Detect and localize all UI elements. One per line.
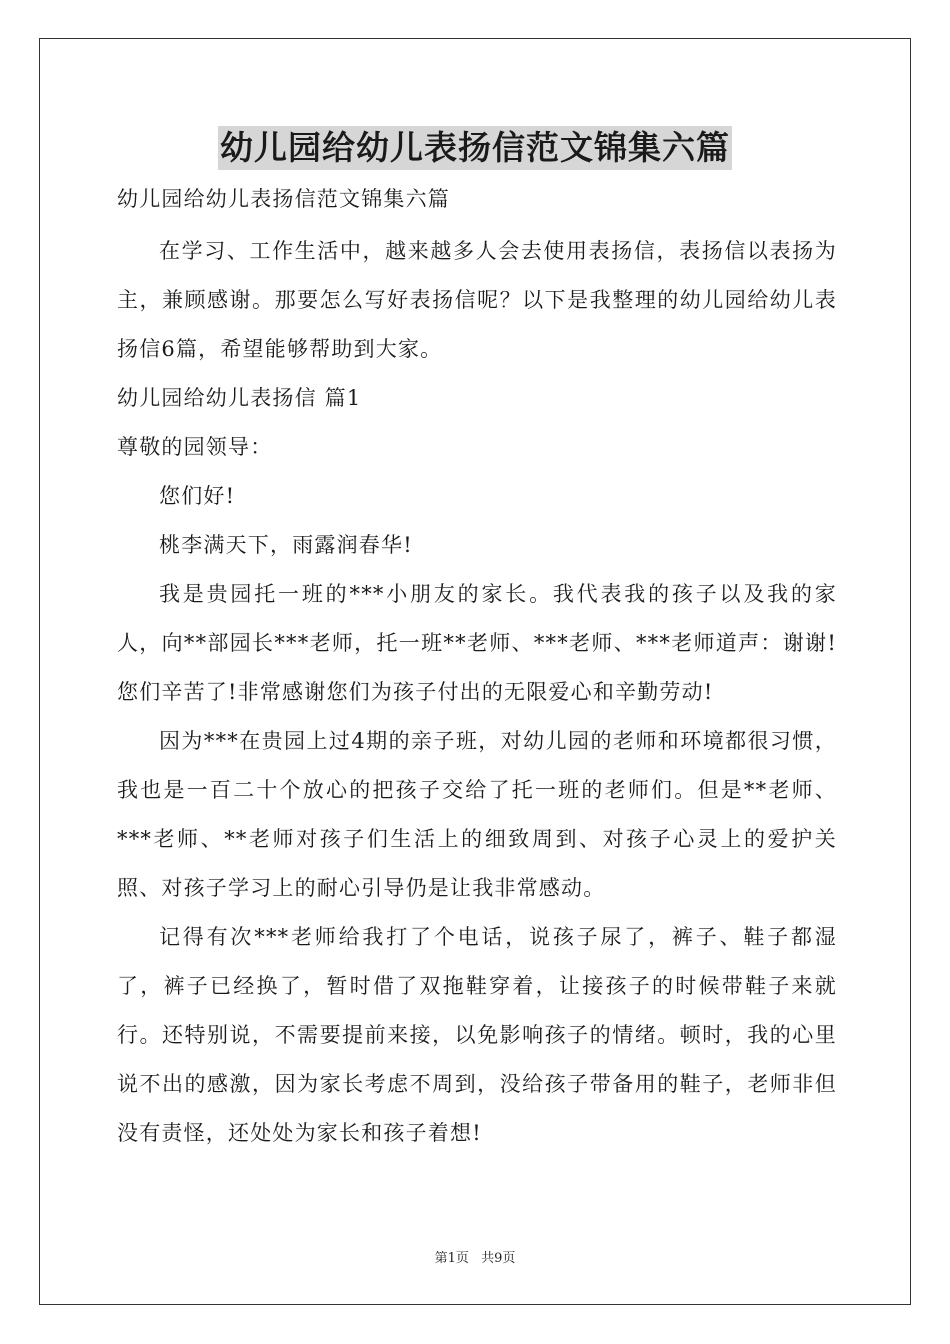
title-wrap bbox=[0, 126, 950, 170]
subtitle: 幼儿园给幼儿表扬信范文锦集六篇 bbox=[117, 187, 450, 211]
paragraph-story: 记得有次***老师给我打了个电话，说孩子尿了，裤子、鞋子都湿了，裤子已经换了，暂时借了双拖鞋穿着，让接孩子的时候带鞋子来就行。还特别说，不需要提前来接，以免影响孩子的情绪。顿时，我的心里说不出的感激，因为家长考虑不周到，没给孩子带备用的鞋子，老师非但没有责怪，还处处为家长和孩子着想! bbox=[117, 925, 837, 1145]
paragraph-thanks: 我是贵园托一班的***小朋友的家长。我代表我的孩子以及我的家人，向**部园长***老师，托一班**老师、***老师、***老师道声：谢谢!您们辛苦了!非常感谢您们为孩子付出的无限爱心和辛勤劳动! bbox=[117, 582, 837, 704]
document-title: 幼儿园给幼儿表扬信范文锦集六篇 bbox=[218, 126, 732, 170]
document-body bbox=[117, 178, 837, 1158]
section-heading: 幼儿园给幼儿表扬信 篇1 bbox=[117, 386, 362, 410]
paragraph-experience: 因为***在贵园上过4期的亲子班，对幼儿园的老师和环境都很习惯，我也是一百二十个放心的把孩子交给了托一班的老师们。但是**老师、***老师、**老师对孩子们生活上的细致周到、对孩子心灵上的爱护关照、对孩子学习上的耐心引导仍是让我非常感动。 bbox=[117, 729, 837, 900]
page-total: 共9页 bbox=[481, 1251, 516, 1266]
salutation: 尊敬的园领导： bbox=[117, 435, 273, 459]
page-footer bbox=[0, 1247, 950, 1266]
opening-line: 桃李满天下，雨露润春华! bbox=[159, 533, 413, 557]
intro-paragraph: 在学习、工作生活中，越来越多人会去使用表扬信，表扬信以表扬为主，兼顾感谢。那要怎么写好表扬信呢？以下是我整理的幼儿园给幼儿表扬信6篇，希望能够帮助到大家。 bbox=[117, 239, 837, 361]
page-number: 第1页 bbox=[434, 1251, 469, 1266]
greeting: 您们好! bbox=[159, 484, 236, 508]
